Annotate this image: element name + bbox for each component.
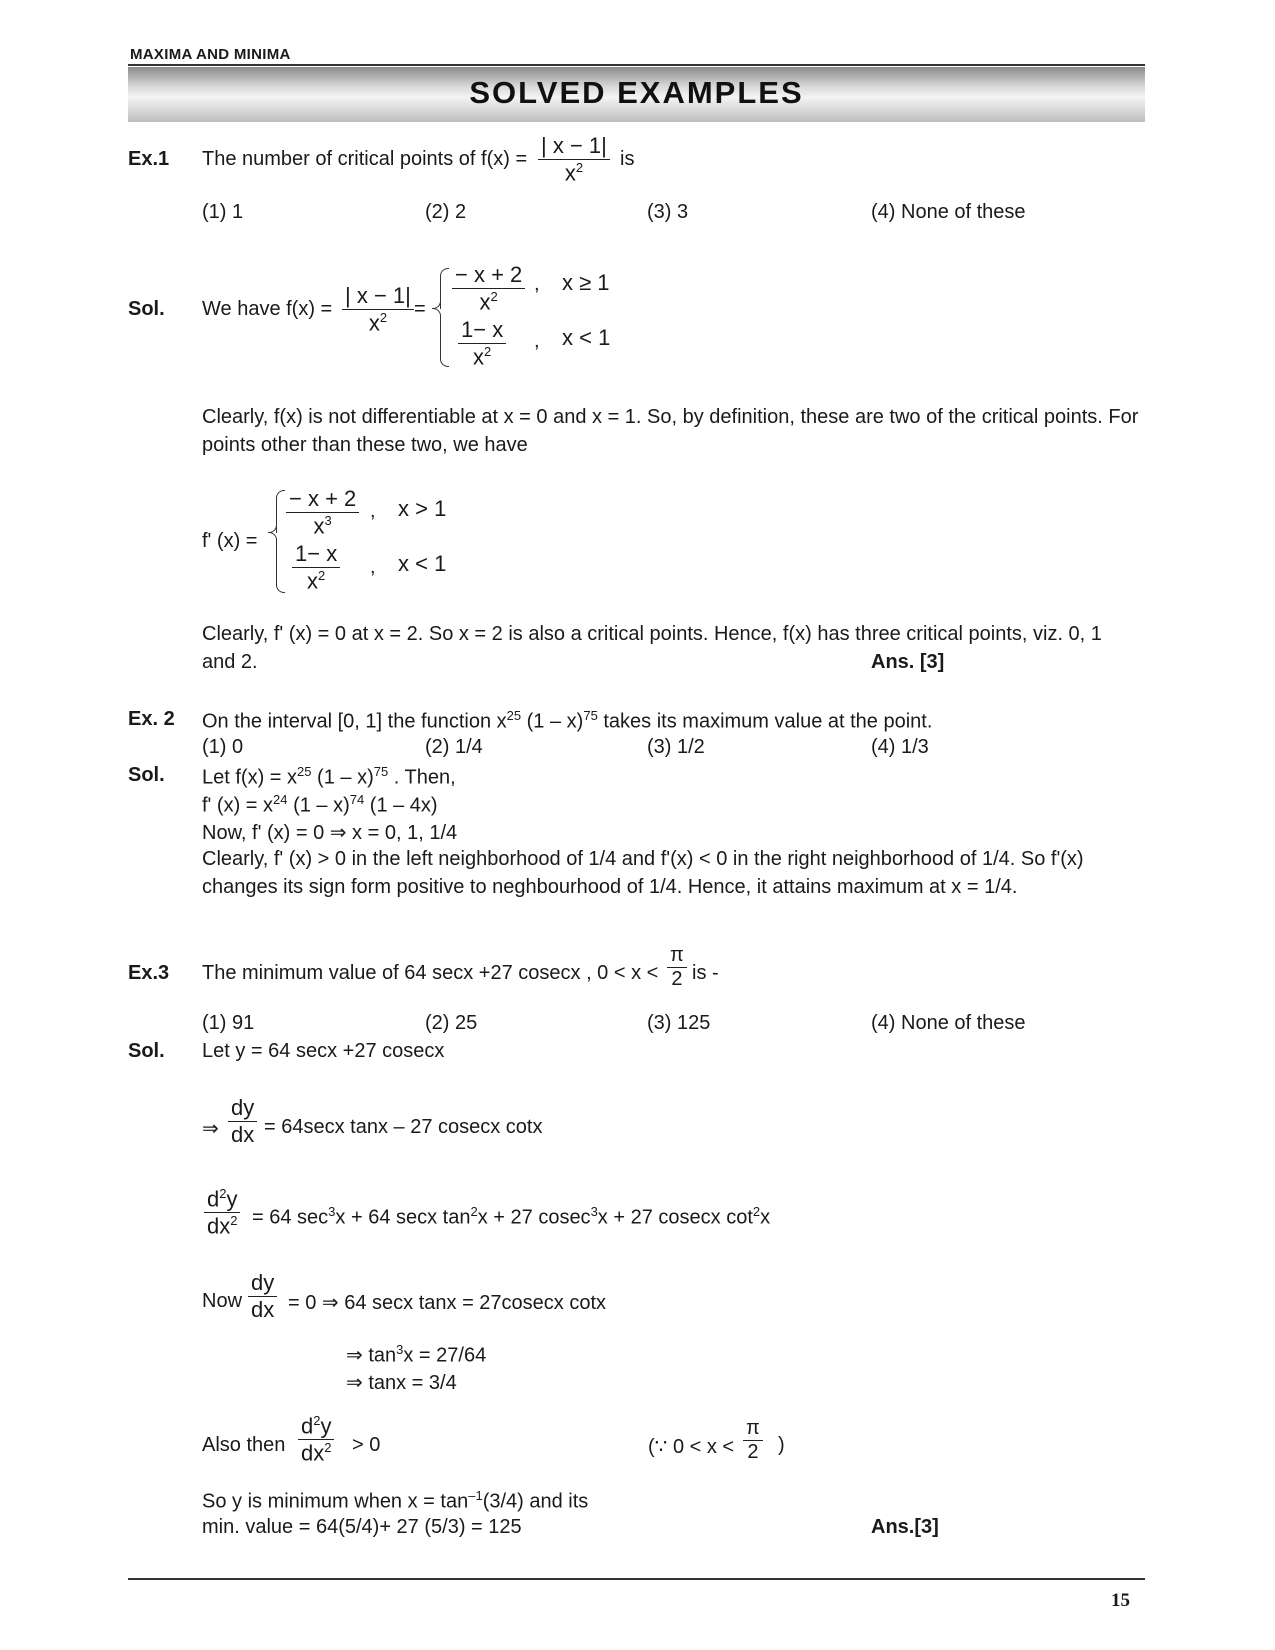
ex3-dydx-1 — [228, 1095, 257, 1148]
ex1-q-numerator: | x − 1| — [538, 133, 610, 160]
ex3-d2ydx2-b — [298, 1413, 334, 1467]
ex3-d2y — [204, 1186, 240, 1213]
ex3-s3-e1: 3 — [328, 1204, 336, 1219]
ex1-case1-condition: x ≥ 1 — [562, 270, 610, 295]
ex3-dx2-exp: 2 — [230, 1213, 238, 1229]
ex3-d2y-b-y: y — [320, 1413, 332, 1439]
ex2-s2-exp2: 74 — [349, 792, 365, 807]
ex3-dx2-b — [298, 1440, 334, 1466]
ex2-s2-c: (1 – 4x) — [364, 794, 438, 817]
ex1-case1-comma: , — [534, 273, 540, 295]
ex2-q-exp1: 25 — [506, 708, 522, 723]
ex3-s5-b: x = 27/64 — [403, 1344, 487, 1367]
ex1-q-den-base: x — [564, 160, 576, 186]
ex3-s3-a: = 64 sec — [252, 1206, 329, 1229]
ex3-two: 2 — [671, 968, 683, 990]
ex3-because-fraction — [743, 1417, 763, 1464]
ex3-dx-1: dx — [231, 1122, 255, 1147]
ex1-sol-label: Sol. — [128, 298, 165, 320]
ex1-case2-den-exp: 2 — [483, 344, 492, 359]
ex1-case2-denominator — [458, 344, 506, 370]
ex1-dcase2-fraction — [292, 541, 340, 594]
ex1-option-4: (4) None of these — [871, 201, 1026, 223]
ex1-sol-den-exp: 2 — [379, 310, 388, 325]
ex2-q-part-c: takes its maximum value at the point. — [597, 710, 933, 733]
ex2-s2-exp1: 24 — [273, 792, 288, 807]
ex3-label: Ex.3 — [128, 962, 170, 984]
ex3-also-then: Also then — [202, 1434, 286, 1456]
ex3-d2ydx2 — [204, 1186, 240, 1240]
ex3-option-2: (2) 25 — [425, 1012, 478, 1034]
ex3-dydx-2 — [248, 1270, 277, 1323]
ex1-sol-equals: = — [414, 298, 426, 320]
ex3-d2y-b-exp: 2 — [313, 1413, 321, 1428]
ex2-option-2: (2) 1/4 — [425, 736, 483, 758]
ex1-option-1: (1) 1 — [202, 201, 244, 223]
ex1-sol-lead: We have f(x) = — [202, 298, 333, 320]
ex1-case1-denominator — [452, 289, 525, 315]
ex3-d2y-y: y — [226, 1186, 238, 1212]
ex2-sol-line4: Clearly, f' (x) > 0 in the left neighborhood of 1/4 and f'(x) < 0 in the right neighborhood of 1/4. So f'(x) — [202, 848, 1084, 870]
ex1-para1-line1: Clearly, f(x) is not differentiable at x = 0 and x = 1. So, by definition, these are two of the critical points. For — [202, 406, 1139, 428]
header-rule — [128, 64, 1145, 66]
ex3-s3-d: x + 27 cosecx cot — [597, 1206, 753, 1229]
ex1-dcase2-condition: x < 1 — [398, 551, 447, 576]
ex2-s2-b: (1 – x) — [287, 794, 350, 817]
ex2-sol-line1 — [202, 764, 456, 790]
ex3-sol-line7 — [202, 1488, 588, 1514]
ex3-option-3: (3) 125 — [647, 1012, 711, 1034]
ex1-case1-den-base: x — [479, 289, 491, 315]
ex3-sol-line3 — [252, 1204, 770, 1230]
ex1-dcase2-den-exp: 2 — [317, 568, 326, 583]
ex1-case1-numerator: − x + 2 — [452, 262, 525, 289]
ex3-gt-zero: > 0 — [352, 1434, 381, 1456]
ex1-label: Ex.1 — [128, 148, 170, 170]
ex1-para2-line1: Clearly, f' (x) = 0 at x = 2. So x = 2 is also a critical points. Hence, f(x) has three critical points, viz. 0, 1 — [202, 623, 1102, 645]
ex2-s1-b: (1 – x) — [311, 766, 374, 789]
section-banner — [128, 67, 1145, 122]
ex1-deriv-lead: f' (x) = — [202, 530, 258, 552]
ex1-case2-fraction — [458, 317, 506, 370]
ex1-q-den-exp: 2 — [575, 160, 584, 175]
ex3-dy-2: dy — [248, 1270, 277, 1297]
ex3-s3-e4: 2 — [752, 1204, 761, 1219]
ex1-dbrace-top — [276, 490, 285, 533]
ex2-sol-line3: Now, f' (x) = 0 ⇒ x = 0, 1, 1/4 — [202, 822, 458, 844]
ex3-s3-c: x + 27 cosec — [477, 1206, 591, 1229]
ex2-sol-line2 — [202, 792, 438, 818]
ex1-dcase1-den-base: x — [313, 513, 325, 539]
ex1-sol-den-base: x — [368, 310, 380, 336]
ex1-dcase2-denominator — [292, 568, 340, 594]
ex3-because-b: ) — [778, 1434, 785, 1456]
ex3-dx2-b-exp: 2 — [324, 1440, 332, 1456]
ex3-dy-1: dy — [228, 1095, 257, 1122]
ex3-dx-2: dx — [251, 1297, 275, 1322]
ex3-d2y-b-d: d — [301, 1413, 314, 1439]
ex3-now: Now — [202, 1290, 243, 1312]
ex1-case1-fraction — [452, 262, 525, 315]
ex3-sol-line8: min. value = 64(5/4)+ 27 (5/3) = 125 — [202, 1516, 522, 1538]
ex1-option-2: (2) 2 — [425, 201, 467, 223]
ex2-option-1: (1) 0 — [202, 736, 244, 758]
ex2-option-3: (3) 1/2 — [647, 736, 705, 758]
ex1-brace-bottom — [440, 318, 449, 367]
ex3-answer: Ans.[3] — [871, 1516, 939, 1538]
ex2-q-part-a: On the interval [0, 1] the function x — [202, 710, 507, 733]
ex1-question-start: The number of critical points of f(x) = — [202, 148, 528, 170]
ex2-s1-a: Let f(x) = x — [202, 766, 298, 789]
ex3-pi: π — [667, 944, 687, 968]
ex3-s7-b: (3/4) and its — [482, 1490, 589, 1513]
ex3-pi-over-2 — [667, 944, 687, 991]
ex3-dx2-base: dx — [207, 1213, 231, 1239]
ex3-s3-b: x + 64 secx tan — [335, 1206, 471, 1229]
ex3-dx2-b-base: dx — [301, 1440, 325, 1466]
ex3-d2y-b — [298, 1413, 334, 1440]
ex1-brace-top — [440, 268, 449, 309]
ex3-implies-1: ⇒ — [202, 1118, 219, 1140]
ex1-dcase2-comma: , — [370, 556, 376, 578]
ex2-question — [202, 708, 932, 734]
ex3-d2y-exp: 2 — [219, 1186, 227, 1201]
ex1-dcase1-comma: , — [370, 500, 376, 522]
ex2-s2-a: f' (x) = x — [202, 794, 274, 817]
ex1-case1-den-exp: 2 — [490, 289, 498, 304]
ex3-sol-line4: = 0 ⇒ 64 secx tanx = 27cosecx cotx — [288, 1292, 607, 1314]
ex3-d2y-d: d — [207, 1186, 220, 1212]
ex3-sol-line2: = 64secx tanx – 27 cosecx cotx — [264, 1116, 543, 1138]
ex1-question-end: is — [620, 148, 635, 170]
ex2-s1-exp2: 75 — [373, 764, 389, 779]
ex1-case2-numerator: 1− x — [458, 317, 506, 344]
ex1-dcase1-fraction — [286, 486, 359, 539]
footer-rule — [128, 1578, 1145, 1580]
ex1-dcase2-numerator: 1− x — [292, 541, 340, 568]
ex1-dcase2-den-base: x — [306, 568, 318, 594]
ex3-sol-line6: ⇒ tanx = 3/4 — [346, 1372, 457, 1394]
ex2-sol-line5: changes its sign form positive to neghbourhood of 1/4. Hence, it attains maximum at x = 1/4. — [202, 876, 1018, 898]
ex3-because-two: 2 — [747, 1441, 759, 1463]
ex3-question-end: is - — [692, 962, 719, 984]
ex3-option-4: (4) None of these — [871, 1012, 1026, 1034]
ex3-sol-label: Sol. — [128, 1040, 165, 1062]
chapter-title: MAXIMA AND MINIMA — [130, 46, 291, 63]
ex3-because-a: (∵ 0 < x < — [648, 1436, 735, 1458]
ex1-dbrace-bottom — [276, 542, 285, 593]
ex3-dx2 — [204, 1213, 240, 1239]
ex3-s5-a: ⇒ tan — [346, 1344, 397, 1367]
page-number: 15 — [1111, 1590, 1130, 1611]
ex1-option-3: (3) 3 — [647, 201, 689, 223]
ex1-sol-denominator — [342, 310, 414, 336]
ex2-option-4: (4) 1/3 — [871, 736, 929, 758]
ex3-s3-e: x — [760, 1206, 771, 1229]
ex1-case2-condition: x < 1 — [562, 325, 611, 350]
ex2-sol-label: Sol. — [128, 764, 165, 786]
ex1-dcase1-condition: x > 1 — [398, 496, 447, 521]
ex2-s1-exp1: 25 — [297, 764, 312, 779]
ex1-dcase1-numerator: − x + 2 — [286, 486, 359, 513]
ex1-case2-comma: , — [534, 330, 540, 352]
ex1-answer: Ans. [3] — [871, 651, 945, 673]
ex1-case2-den-base: x — [472, 344, 484, 370]
ex3-sol-line5 — [346, 1342, 486, 1368]
ex2-q-part-b: (1 – x) — [521, 710, 584, 733]
ex3-s3-e2: 2 — [470, 1204, 478, 1219]
ex1-sol-numerator: | x − 1| — [342, 283, 414, 310]
ex1-dcase1-denominator — [286, 513, 359, 539]
ex2-q-exp2: 75 — [583, 708, 598, 723]
ex3-option-1: (1) 91 — [202, 1012, 255, 1034]
ex1-para1-line2: points other than these two, we have — [202, 434, 528, 456]
ex3-because-pi: π — [743, 1417, 763, 1441]
ex3-question-start: The minimum value of 64 secx +27 cosecx , 0 < x < — [202, 962, 659, 984]
ex1-question-fraction — [538, 133, 610, 186]
banner-title: SOLVED EXAMPLES — [469, 75, 804, 110]
ex3-s5-exp: 3 — [396, 1342, 404, 1357]
ex3-s7-a: So y is minimum when x = tan — [202, 1490, 469, 1513]
ex1-q-denominator — [538, 160, 610, 186]
ex1-sol-fraction — [342, 283, 414, 336]
ex3-sol-line1: Let y = 64 secx +27 cosecx — [202, 1040, 445, 1062]
ex1-dcase1-den-exp: 3 — [324, 513, 332, 528]
ex3-s7-exp: –1 — [468, 1488, 483, 1503]
ex2-s1-c: . Then, — [388, 766, 456, 789]
ex1-para2-line2: and 2. — [202, 651, 258, 673]
ex2-label: Ex. 2 — [128, 708, 175, 730]
ex3-s3-e3: 3 — [590, 1204, 598, 1219]
